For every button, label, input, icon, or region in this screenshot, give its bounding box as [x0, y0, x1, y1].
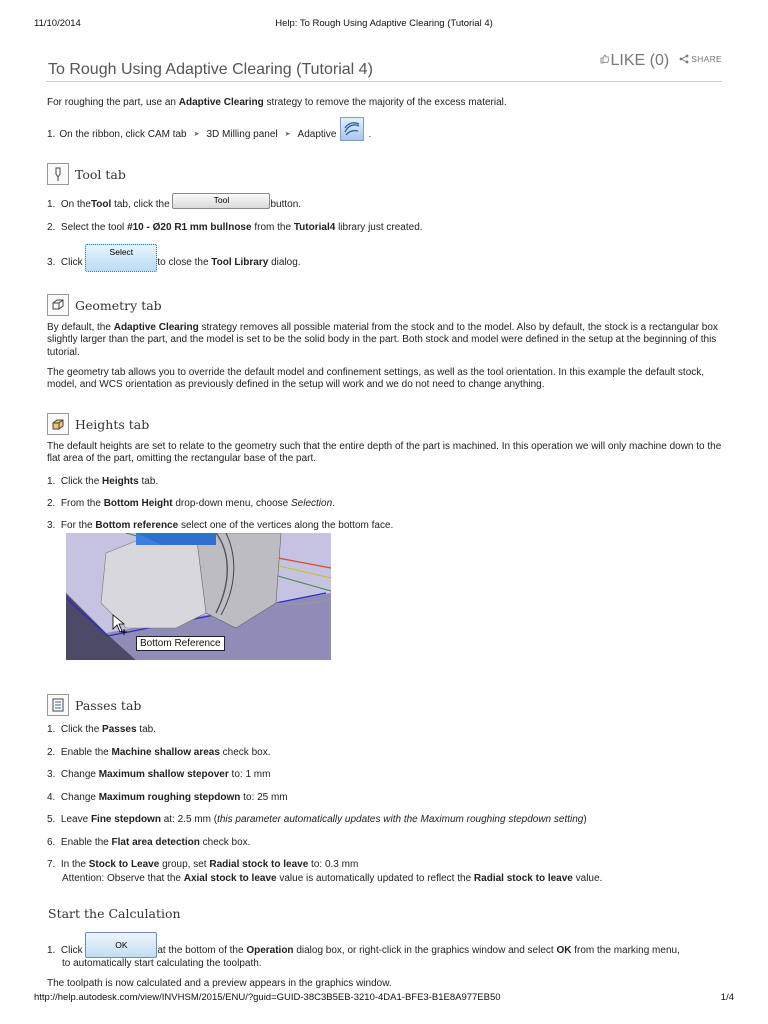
ribbon-step-text: On the ribbon, click CAM tab	[59, 128, 187, 140]
step-text: tab.	[138, 476, 159, 487]
step-text: Leave	[60, 814, 91, 825]
passes-step-7	[47, 859, 737, 870]
passes-step-2	[47, 747, 737, 770]
tool-button[interactable]: Tool	[172, 193, 270, 209]
passes-step-5	[47, 814, 737, 837]
ribbon-step	[47, 122, 371, 146]
ribbon-step-adaptive: Adaptive	[297, 128, 337, 140]
step-text: Click the	[60, 476, 103, 487]
geometry-paragraph-1	[47, 322, 727, 359]
heights-icon	[47, 413, 69, 435]
strategy-name: Adaptive Clearing	[113, 322, 199, 333]
intro-text: For roughing the part, use an	[47, 97, 179, 108]
step-number: 2.	[47, 498, 56, 509]
field-name: Bottom reference	[95, 520, 179, 531]
tool-step-2	[47, 222, 423, 233]
intro-text-end: strategy to remove the majority of the excess material.	[263, 97, 507, 108]
step-number: 1.	[47, 128, 56, 140]
adaptive-icon[interactable]	[340, 117, 364, 141]
geometry-icon	[47, 294, 69, 316]
geometry-paragraph-2	[47, 367, 727, 392]
step-text: check box.	[219, 746, 271, 758]
share-button[interactable]	[679, 54, 722, 64]
select-button[interactable]: Select	[85, 244, 157, 272]
article-body	[47, 97, 727, 109]
passes-step-4	[47, 792, 737, 815]
paragraph-text: By default, the	[47, 322, 114, 333]
step-number: 5.	[47, 814, 56, 825]
step-text: Enable the	[60, 836, 112, 848]
print-page-number: 1/4	[720, 992, 734, 1003]
step-text: Select the tool	[60, 222, 128, 233]
geometry-tab-section-header	[47, 294, 162, 316]
passes-step-1	[47, 724, 737, 747]
heights-tab-section-header	[47, 413, 149, 435]
step-number: 1.	[47, 198, 56, 210]
ribbon-step-panel: 3D Milling panel	[206, 128, 278, 140]
step-text: library just created.	[335, 222, 423, 233]
heights-paragraph	[47, 441, 727, 466]
tool-name: #10 - Ø20 R1 mm bullnose	[127, 222, 252, 233]
tool-tab-heading: Tool tab	[75, 166, 126, 182]
tool-step-3	[47, 244, 301, 272]
calc-step-1	[47, 932, 737, 969]
calc-result-paragraph: The toolpath is now calculated and a preview appears in the graphics window.	[47, 978, 392, 988]
step-text: tab.	[136, 724, 156, 735]
option-name: Axial stock to leave	[183, 873, 277, 884]
step-text: Click	[60, 945, 86, 956]
print-title: Help: To Rough Using Adaptive Clearing (Tutorial 4)	[275, 18, 493, 29]
step-text: drop-down menu, choose	[172, 498, 291, 509]
passes-step-7-attention	[47, 873, 737, 884]
step-number: 1.	[47, 945, 56, 956]
step-text: to close the	[157, 257, 212, 268]
attention-text: value is automatically updated to reflect the	[276, 873, 474, 884]
step-text: In the	[60, 859, 89, 870]
option-name: Flat area detection	[111, 836, 200, 848]
bottom-reference-tooltip: Bottom Reference	[136, 636, 225, 651]
print-url: http://help.autodesk.com/view/INVHSM/2015/ENU/?guid=GUID-38C3B5EB-3210-4DA1-BFE3-B1E8A977EB50	[34, 992, 501, 1003]
step-text: to: 0.3 mm	[308, 859, 359, 870]
step-number: 3.	[47, 769, 56, 780]
menu-option: OK	[556, 945, 572, 956]
step-number: 4.	[47, 791, 56, 803]
option-name: Machine shallow areas	[111, 746, 220, 758]
arrow-icon: ➤	[284, 131, 291, 138]
step-text: Enable the	[60, 746, 112, 758]
tab-name: Passes	[102, 724, 137, 735]
step-text: group, set	[159, 859, 210, 870]
step-text-group	[157, 257, 300, 268]
step-text: Change	[60, 769, 99, 780]
share-icon	[679, 54, 689, 64]
step-text: to: 1 mm	[228, 769, 271, 780]
share-label: SHARE	[691, 54, 722, 64]
option-name: Selection	[291, 498, 333, 509]
ok-button[interactable]: OK	[85, 932, 157, 958]
field-name: Bottom Height	[103, 498, 173, 509]
like-icon	[600, 54, 609, 64]
library-name: Tutorial4	[293, 222, 336, 233]
passes-step-6	[47, 837, 737, 860]
intro-strategy: Adaptive Clearing	[178, 97, 264, 108]
option-name: Radial stock to leave	[473, 873, 573, 884]
step-text: )	[583, 814, 587, 825]
step-text-group	[157, 945, 679, 956]
option-name: Maximum shallow stepover	[98, 769, 229, 780]
step-number: 3.	[47, 257, 56, 268]
paragraph-text: The default heights are set to relate to the geometry such that the entire depth of the part is machined. In this operation we will only machine down to the flat area of the part, omitting the rectangular base of the part.	[47, 441, 722, 465]
intro-paragraph	[47, 97, 727, 109]
calculation-heading: Start the Calculation	[48, 906, 181, 921]
passes-steps	[47, 724, 737, 884]
heights-step-1	[47, 476, 158, 487]
passes-icon	[47, 694, 69, 716]
step-text: button.	[270, 198, 302, 210]
step-number: 3.	[47, 520, 56, 531]
heights-tab-heading: Heights tab	[75, 416, 150, 432]
passes-step-3	[47, 769, 737, 792]
step-text: Change	[60, 791, 99, 803]
title-divider	[46, 81, 722, 82]
print-date: 11/10/2014	[34, 18, 81, 29]
geometry-tab-heading: Geometry tab	[75, 297, 162, 313]
step-text: Click the	[60, 724, 103, 735]
paragraph-text: strategy removes all possible material from the stock and to the model. Also by default, the stock is a rectangular box slightly larger than the part, and the model is set to be the solid body in the part. Both stock and model were defined in the setup at the beginning of this tutorial.	[47, 322, 718, 358]
tool-tab-section-header	[47, 163, 126, 185]
calc-step-1-line-2: to automatically start calculating the toolpath.	[62, 958, 262, 969]
passes-tab-section-header	[47, 694, 141, 716]
passes-tab-heading: Passes tab	[75, 697, 142, 713]
step-text: from the marking menu,	[571, 945, 680, 956]
page-title: To Rough Using Adaptive Clearing (Tutorial 4)	[48, 60, 373, 78]
calc-step-1-line-1	[47, 932, 737, 958]
option-name: Maximum roughing stepdown	[98, 791, 241, 803]
option-name: Fine stepdown	[90, 814, 161, 825]
note-text: this parameter automatically updates with the Maximum roughing stepdown setting	[217, 814, 584, 825]
step-number: 6.	[47, 836, 56, 848]
step-number: 1.	[47, 476, 56, 487]
arrow-icon: ➤	[193, 131, 200, 138]
like-share-bar	[600, 52, 722, 70]
step-text: select one of the vertices along the bottom face.	[178, 520, 394, 531]
step-text: from the	[251, 222, 294, 233]
like-button[interactable]	[600, 52, 670, 70]
step-number: 2.	[47, 746, 56, 758]
step-text: Click	[60, 257, 86, 268]
step-bold: Tool	[90, 198, 112, 210]
option-name: Radial stock to leave	[209, 859, 309, 870]
attention-text: value.	[572, 873, 603, 884]
step-text: at the bottom of the	[157, 945, 247, 956]
paragraph-text: The geometry tab allows you to override the default model and confinement settings, as well as the tool orientation. In this example the default stock, model, and WCS orientation as previously defined in the setup will work and we do not need to change anything.	[47, 367, 705, 391]
step-text: For the	[60, 520, 96, 531]
step-text: On the	[60, 198, 91, 210]
step-text: dialog.	[268, 257, 301, 268]
group-name: Stock to Leave	[88, 859, 160, 870]
dialog-name: Tool Library	[211, 257, 269, 268]
step-number: 7.	[47, 859, 56, 870]
like-label: LIKE (0)	[610, 52, 670, 69]
step-text: From the	[60, 498, 104, 509]
step-number: 1.	[47, 724, 56, 735]
step-text: to: 25 mm	[240, 791, 288, 803]
dialog-name: Operation	[246, 945, 294, 956]
attention-text: Attention: Observe that the	[62, 873, 184, 884]
step-text: at: 2.5 mm (	[160, 814, 218, 825]
tool-step-1	[47, 196, 301, 212]
step-number: 2.	[47, 222, 56, 233]
step-text: dialog box, or right-click in the graphics window and select	[293, 945, 557, 956]
step-text: .	[332, 498, 335, 509]
tool-icon	[47, 163, 69, 185]
step-text: check box.	[199, 836, 251, 848]
step-text: tab, click the	[111, 198, 173, 210]
tab-name: Heights	[102, 476, 139, 487]
print-header	[34, 18, 734, 32]
heights-step-3	[47, 520, 393, 531]
heights-step-2	[47, 498, 335, 509]
ribbon-step-end: .	[368, 128, 372, 140]
